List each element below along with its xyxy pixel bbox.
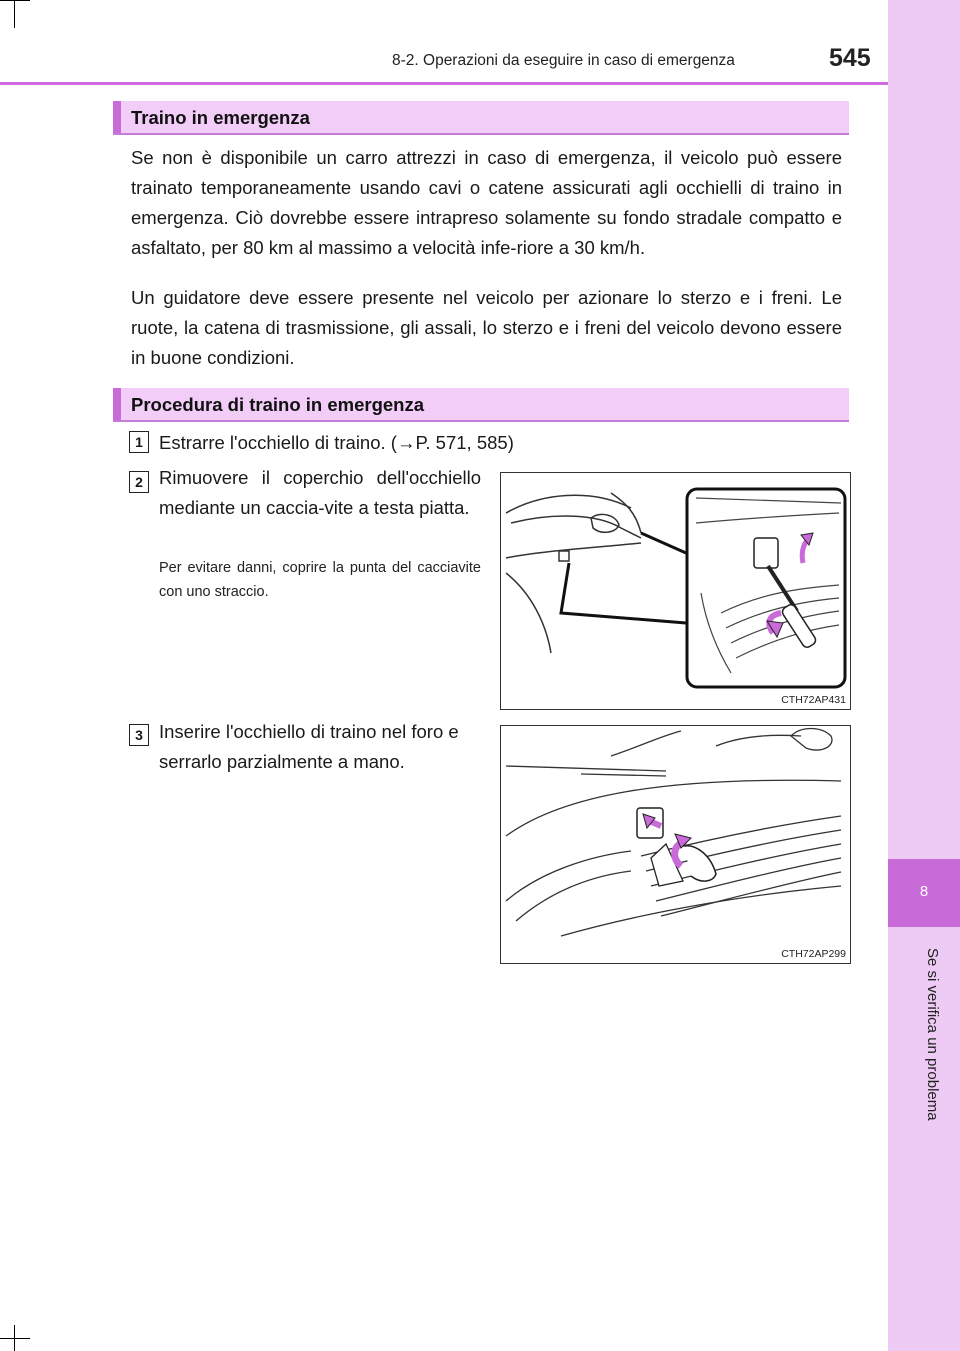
step-note: Per evitare danni, coprire la punta del cacciavite con uno straccio. — [159, 560, 481, 600]
crop-mark — [0, 0, 30, 1]
illustration-insert-eyelet — [501, 726, 850, 963]
figure-insert-eyelet — [500, 725, 851, 964]
section-heading-procedura — [113, 388, 849, 422]
page-number: 545 — [829, 44, 871, 72]
step-number-box: 3 — [129, 724, 149, 746]
crop-mark — [0, 1338, 30, 1339]
header-rule — [0, 82, 888, 85]
figure-remove-cover — [500, 472, 851, 710]
section-title: Procedura di traino in emergenza — [131, 394, 424, 415]
step-number-box: 2 — [129, 471, 149, 493]
section-title: Traino in emergenza — [131, 107, 310, 128]
section-heading-traino — [113, 101, 849, 135]
crop-mark — [14, 0, 15, 28]
step-text: Rimuovere il coperchio dell'occhiello mediante un caccia-vite a testa piatta. — [159, 467, 481, 518]
paragraph: Un guidatore deve essere presente nel veicolo per azionare lo sterzo e i freni. Le ruote, la catena di trasmissione, gli assali, lo sterzo e i freni del veicolo devono essere in buone condizioni. — [131, 287, 842, 368]
step-text: Estrarre l'occhiello di traino. (→P. 571, 585) — [159, 432, 514, 453]
heading-accent-bar — [113, 388, 121, 420]
figure-code: CTH72AP299 — [781, 948, 846, 960]
crop-mark — [14, 1325, 15, 1351]
side-tab-bar — [888, 0, 960, 1351]
illustration-remove-cover — [501, 473, 850, 709]
figure-code: CTH72AP431 — [781, 694, 846, 706]
side-tab-label: Se si verifica un problema — [924, 948, 941, 1121]
step-number-box: 1 — [129, 431, 149, 453]
side-tab-number: 8 — [919, 883, 929, 900]
heading-accent-bar — [113, 101, 121, 133]
paragraph: Se non è disponibile un carro attrezzi in caso di emergenza, il veicolo può essere trainato temporaneamente usando cavi o catene assicurati agli occhielli di traino in emergenza. Ciò dovrebbe essere intrapreso solamente su fondo stradale compatto e asfaltato, per 80 km al massimo a velocità infe-riore a 30 km/h. — [131, 147, 842, 258]
step-text: Inserire l'occhiello di traino nel foro e serrarlo parzialmente a mano. — [159, 721, 459, 772]
chapter-title: 8-2. Operazioni da eseguire in caso di emergenza — [392, 52, 735, 69]
